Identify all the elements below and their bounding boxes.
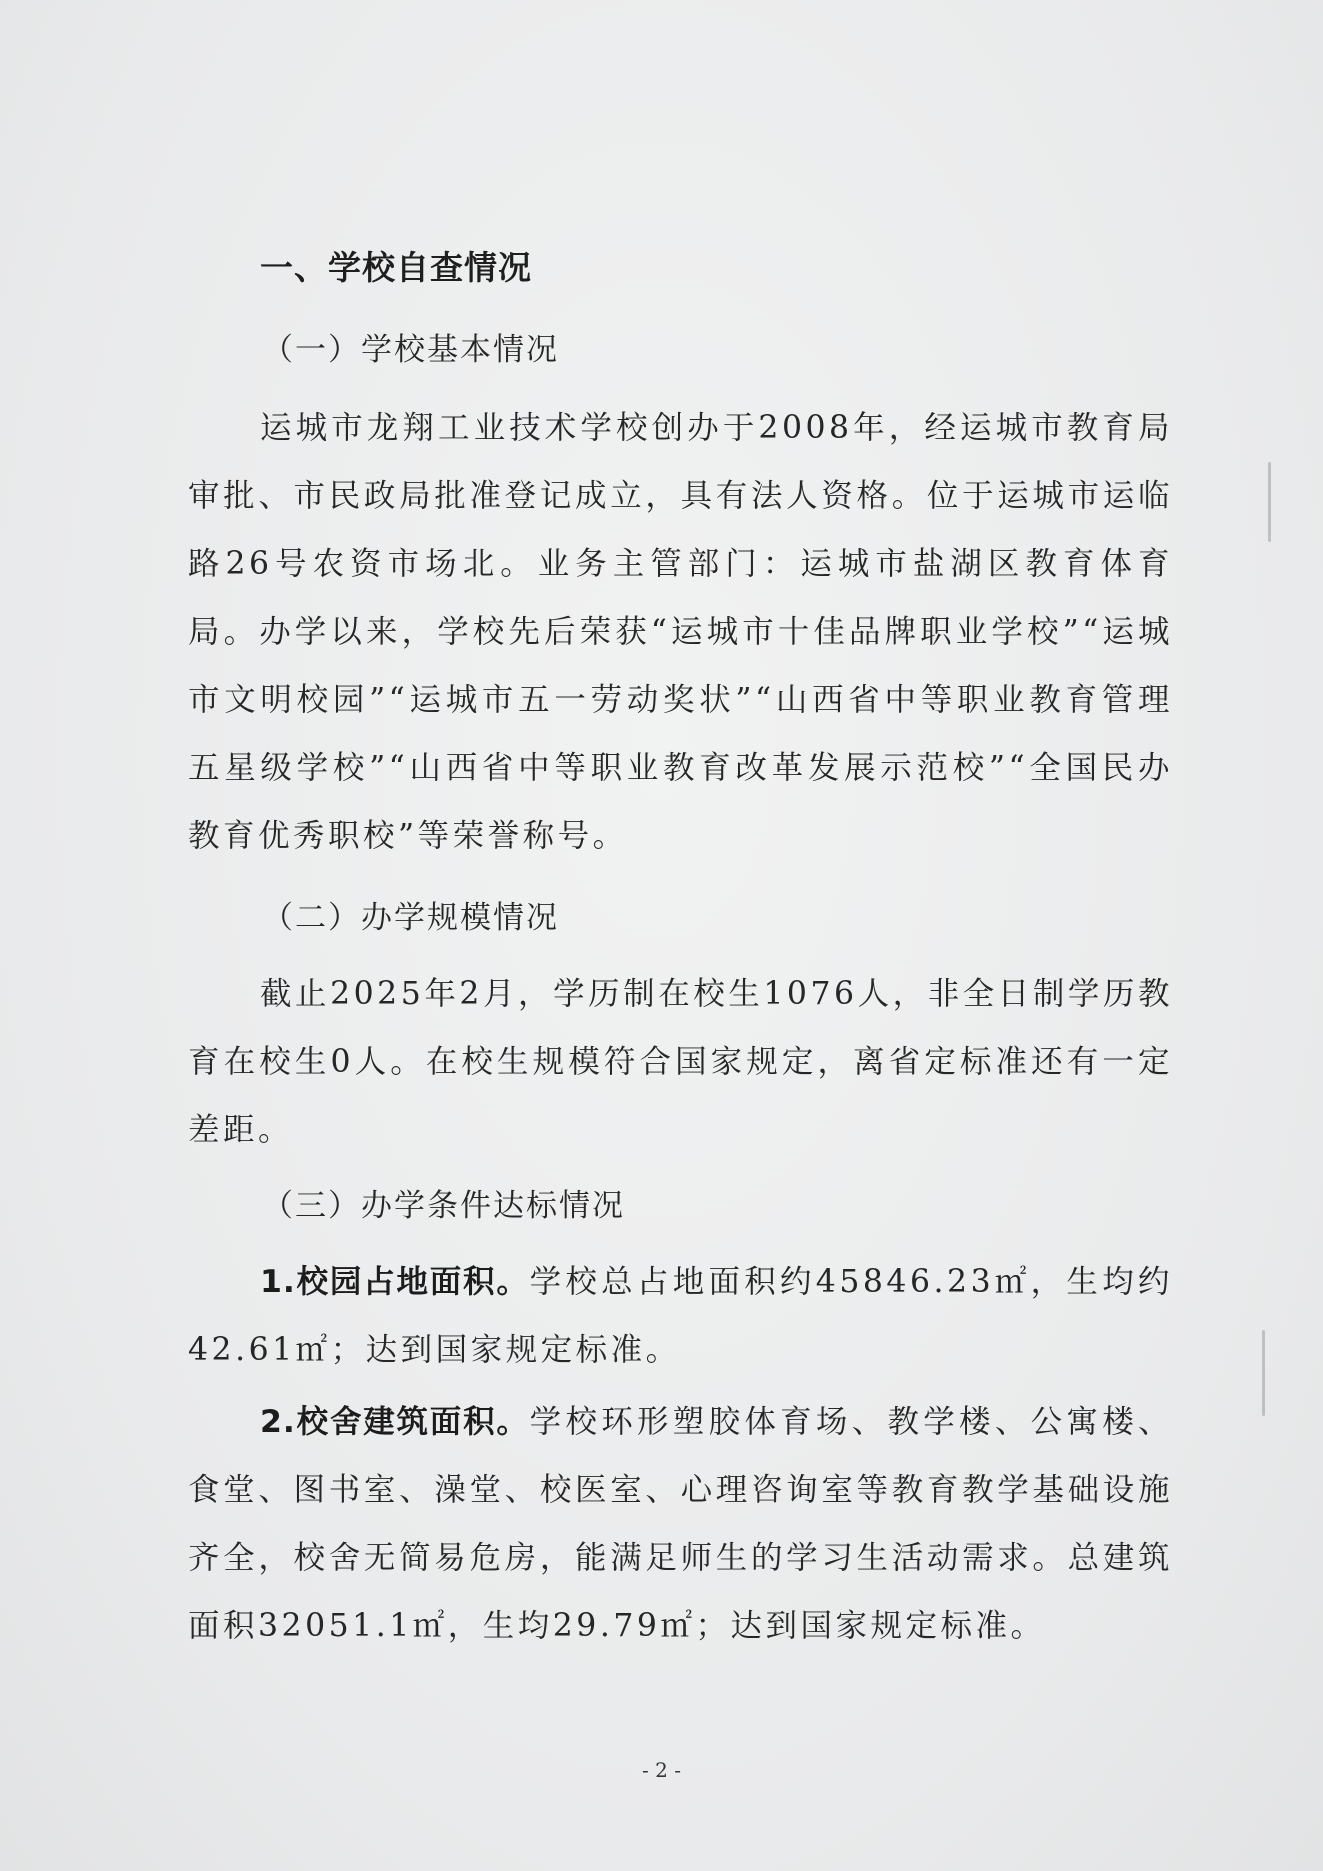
binding-mark-bottom bbox=[1262, 1330, 1265, 1416]
subsection-title-conditions: （三）办学条件达标情况 bbox=[262, 1188, 625, 1224]
building-area-label: 2.校舍建筑面积。 bbox=[260, 1404, 530, 1440]
section-title: 一、学校自查情况 bbox=[260, 248, 532, 287]
paragraph-building-area bbox=[188, 1388, 1173, 1660]
subsection-title-basic: （一）学校基本情况 bbox=[262, 332, 559, 368]
paragraph-land-area bbox=[188, 1248, 1173, 1384]
page-number: - 2 - bbox=[642, 1758, 681, 1782]
paragraph-scale: 截止2025年2月，学历制在校生1076人，非全日制学历教育在校生0人。在校生规模符合国家规定，离省定标准还有一定差距。 bbox=[188, 976, 1173, 1148]
land-area-label: 1.校园占地面积。 bbox=[260, 1264, 530, 1300]
subsection-title-scale: （二）办学规模情况 bbox=[262, 900, 559, 936]
binding-mark-top bbox=[1268, 462, 1271, 542]
paragraph-basic-info: 运城市龙翔工业技术学校创办于2008年，经运城市教育局审批、市民政局批准登记成立，具有法人资格。位于运城市运临路26号农资市场北。业务主管部门：运城市盐湖区教育体育局。办学以来，学校先后荣获“运城市十佳品牌职业学校”“运城市文明校园”“运城市五一劳动奖状”“山西省中等职业教育管理五星级学校”“山西省中等职业教育改革发展示范校”“全国民办教育优秀职校”等荣誉称号。 bbox=[188, 410, 1173, 854]
land-area-text: 学校总占地面积约45846.23㎡，生均约42.61㎡；达到国家规定标准。 bbox=[188, 1264, 1173, 1368]
building-area-text: 学校环形塑胶体育场、教学楼、公寓楼、食堂、图书室、澡堂、校医室、心理咨询室等教育教学基础设施齐全，校舍无简易危房，能满足师生的学习生活动需求。总建筑面积32051.1㎡，生均29.79㎡；达到国家规定标准。 bbox=[188, 1404, 1173, 1644]
